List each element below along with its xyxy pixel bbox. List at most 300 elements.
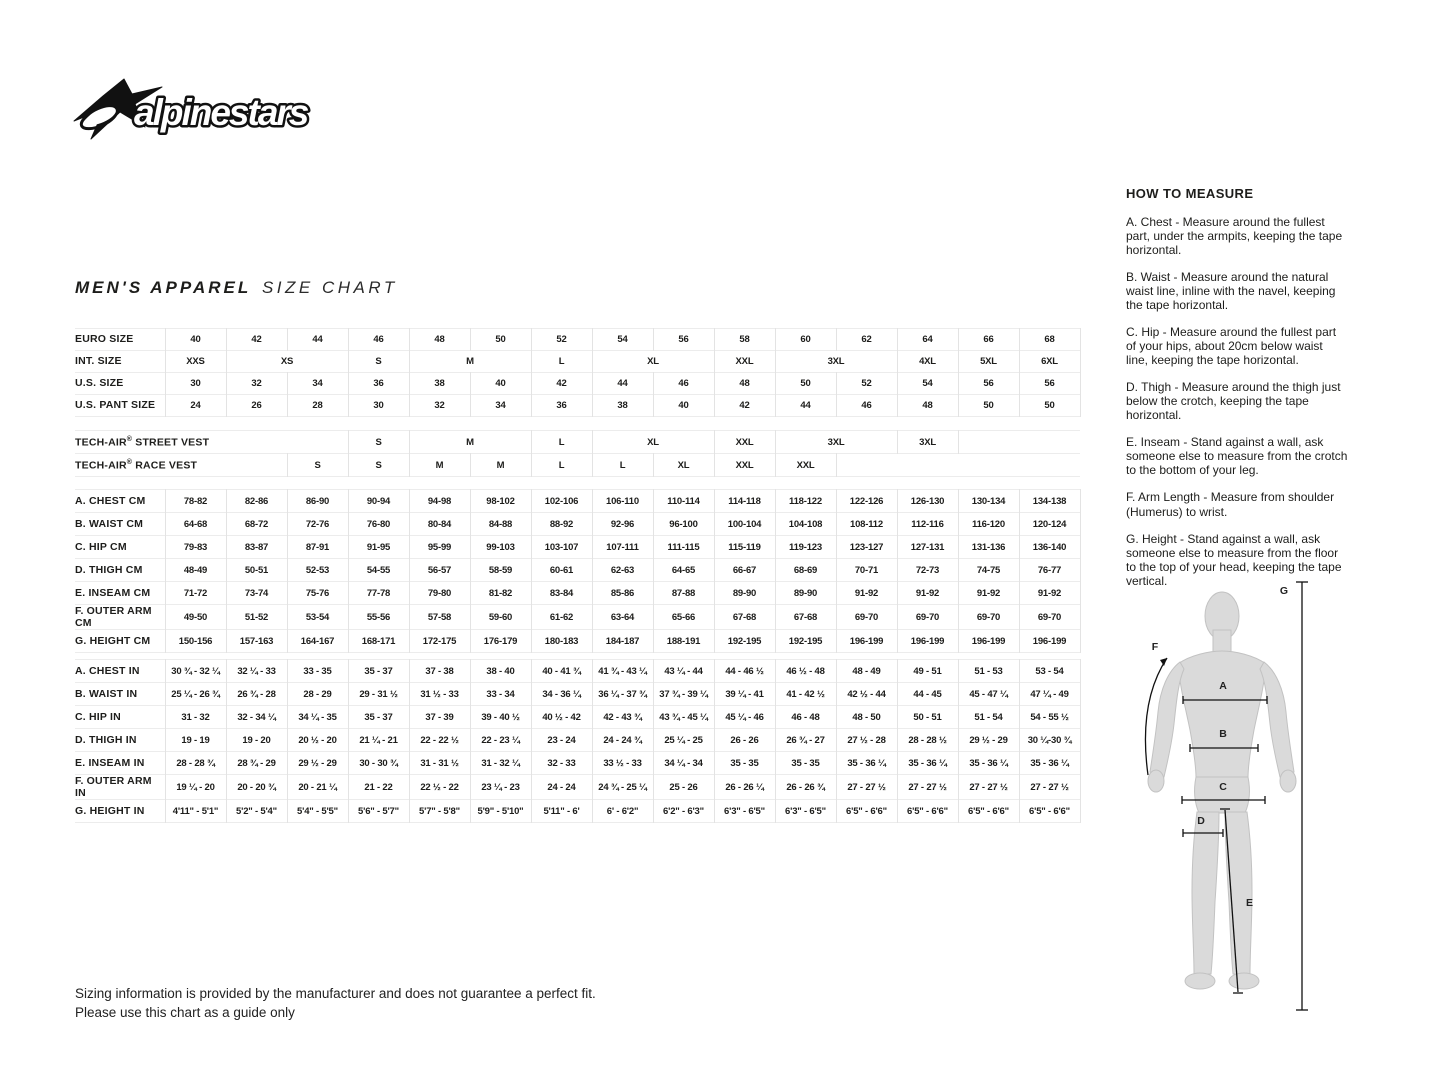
size-cell: 34 ¼ - 35 — [287, 706, 348, 729]
size-table-group-sizes — [75, 328, 1081, 417]
size-cell: 67-68 — [775, 605, 836, 630]
size-cell: 37 - 38 — [409, 660, 470, 683]
size-cell: 3XL — [897, 431, 958, 454]
size-cell: 48 — [897, 395, 958, 417]
size-cell: 54 — [897, 373, 958, 395]
size-cell: 46 ½ - 48 — [775, 660, 836, 683]
size-cell: 27 - 27 ½ — [836, 775, 897, 800]
size-cell: 30 - 30 ¾ — [348, 752, 409, 775]
size-cell: 55-56 — [348, 605, 409, 630]
size-cell: 54-55 — [348, 559, 409, 582]
size-cell: 108-112 — [836, 513, 897, 536]
size-cell: 35 - 36 ¼ — [958, 752, 1019, 775]
size-cell: 35 - 35 — [714, 752, 775, 775]
size-cell: 196-199 — [836, 630, 897, 653]
row-label: D. THIGH IN — [75, 734, 137, 747]
size-cell: 119-123 — [775, 536, 836, 559]
size-cell: M — [409, 351, 531, 373]
size-cell: 6'5" - 6'6" — [836, 800, 897, 823]
size-cell: 51 - 54 — [958, 706, 1019, 729]
size-cell: 20 - 21 ¼ — [287, 775, 348, 800]
size-cell: 67-68 — [714, 605, 775, 630]
page-title — [75, 278, 398, 298]
row-label: INT. SIZE — [75, 355, 122, 368]
row-label: F. OUTER ARM IN — [75, 775, 152, 800]
size-cell: XXL — [714, 351, 775, 373]
size-cell: 4'11" - 5'1" — [165, 800, 226, 823]
size-cell: 29 - 31 ½ — [348, 683, 409, 706]
size-cell — [836, 454, 1080, 477]
size-cell: 23 - 24 — [531, 729, 592, 752]
size-cell: 28 - 28 ¾ — [165, 752, 226, 775]
size-cell: XS — [226, 351, 348, 373]
size-cell: 99-103 — [470, 536, 531, 559]
size-cell: 34 — [287, 373, 348, 395]
size-cell: 28 — [287, 395, 348, 417]
table-row — [75, 800, 1080, 823]
size-cell: XL — [592, 431, 714, 454]
table-row — [75, 582, 1080, 605]
size-cell: 188-191 — [653, 630, 714, 653]
disclaimer — [75, 985, 596, 1023]
size-cell: 30 — [348, 395, 409, 417]
size-cell: 84-88 — [470, 513, 531, 536]
size-cell: 85-86 — [592, 582, 653, 605]
size-cell: 35 - 36 ¼ — [897, 752, 958, 775]
size-cell: 64-68 — [165, 513, 226, 536]
size-cell: 56 — [958, 373, 1019, 395]
size-cell: 73-74 — [226, 582, 287, 605]
size-cell: 89-90 — [714, 582, 775, 605]
size-cell: 46 — [836, 395, 897, 417]
row-label: U.S. PANT SIZE — [75, 399, 156, 412]
size-cell: 33 - 35 — [287, 660, 348, 683]
size-cell: 102-106 — [531, 490, 592, 513]
alpinestars-logo — [72, 78, 330, 144]
size-cell: 36 — [348, 373, 409, 395]
table-row — [75, 660, 1080, 683]
size-cell: 91-92 — [1019, 582, 1080, 605]
size-cell: 30 ¼-30 ¾ — [1019, 729, 1080, 752]
size-cell: 35 - 35 — [775, 752, 836, 775]
size-cell: 74-75 — [958, 559, 1019, 582]
size-cell: 45 - 47 ¼ — [958, 683, 1019, 706]
size-cell: XL — [592, 351, 714, 373]
size-cell: 196-199 — [1019, 630, 1080, 653]
size-cell: 19 - 20 — [226, 729, 287, 752]
size-cell: 32 ¼ - 33 — [226, 660, 287, 683]
size-cell: 29 ½ - 29 — [958, 729, 1019, 752]
size-cell: 19 - 19 — [165, 729, 226, 752]
size-cell: 50 — [775, 373, 836, 395]
size-cell: 39 - 40 ½ — [470, 706, 531, 729]
size-cell: 24 - 24 — [531, 775, 592, 800]
size-cell: 44 — [592, 373, 653, 395]
size-cell: 196-199 — [897, 630, 958, 653]
row-label: U.S. SIZE — [75, 377, 124, 390]
size-cell: 112-116 — [897, 513, 958, 536]
size-cell: 89-90 — [775, 582, 836, 605]
size-cell: 66-67 — [714, 559, 775, 582]
size-cell: 21 - 22 — [348, 775, 409, 800]
size-cell: 69-70 — [1019, 605, 1080, 630]
table-row — [75, 775, 1080, 800]
page-title-sub: SIZE CHART — [261, 278, 398, 297]
size-cell: 196-199 — [958, 630, 1019, 653]
size-cell: 100-104 — [714, 513, 775, 536]
size-cell: 110-114 — [653, 490, 714, 513]
size-cell: 50 — [470, 329, 531, 351]
size-cell: 107-111 — [592, 536, 653, 559]
table-row — [75, 513, 1080, 536]
row-label: F. OUTER ARM CM — [75, 605, 152, 630]
size-cell: 50 — [1019, 395, 1080, 417]
size-cell: 43 ¼ - 44 — [653, 660, 714, 683]
size-cell — [958, 431, 1080, 454]
size-cell: 79-83 — [165, 536, 226, 559]
size-cell: 90-94 — [348, 490, 409, 513]
size-cell: XXS — [165, 351, 226, 373]
size-cell: 106-110 — [592, 490, 653, 513]
size-cell: 164-167 — [287, 630, 348, 653]
table-row — [75, 431, 1080, 454]
size-cell: 86-90 — [287, 490, 348, 513]
size-cell: XXL — [775, 454, 836, 477]
label-g: G — [1279, 585, 1288, 597]
size-cell: 83-87 — [226, 536, 287, 559]
size-cell: 52-53 — [287, 559, 348, 582]
size-cell: 36 — [531, 395, 592, 417]
size-cell: 39 ¼ - 41 — [714, 683, 775, 706]
measure-instruction: B. Waist - Measure around the natural waist line, inline with the navel, keeping the tape horizontal. — [1126, 270, 1336, 313]
size-cell: 172-175 — [409, 630, 470, 653]
size-cell: 29 ½ - 29 — [287, 752, 348, 775]
size-cell: 78-82 — [165, 490, 226, 513]
row-label: TECH-AIR® STREET VEST — [75, 435, 210, 449]
size-cell: XXL — [714, 431, 775, 454]
size-cell: L — [531, 454, 592, 477]
size-cell: 3XL — [775, 351, 897, 373]
size-cell: 130-134 — [958, 490, 1019, 513]
row-label: EURO SIZE — [75, 333, 134, 346]
size-cell: 44 — [287, 329, 348, 351]
size-cell: 19 ¼ - 20 — [165, 775, 226, 800]
size-cell: 52 — [531, 329, 592, 351]
size-cell: 48 - 49 — [836, 660, 897, 683]
size-cell: 6' - 6'2" — [592, 800, 653, 823]
size-cell: 47 ¼ - 49 — [1019, 683, 1080, 706]
table-row — [75, 605, 1080, 630]
size-cell: 51-52 — [226, 605, 287, 630]
size-cell: 180-183 — [531, 630, 592, 653]
size-cell: 31 - 32 ¼ — [470, 752, 531, 775]
size-cell: 48 - 50 — [836, 706, 897, 729]
size-cell: 26 - 26 ¾ — [775, 775, 836, 800]
size-cell: 42 — [714, 395, 775, 417]
size-cell: 6'5" - 6'6" — [897, 800, 958, 823]
row-label: C. HIP IN — [75, 711, 121, 724]
size-cell: 136-140 — [1019, 536, 1080, 559]
page-title-main: MEN'S APPAREL — [75, 278, 252, 297]
size-cell: 53 - 54 — [1019, 660, 1080, 683]
size-cell: 79-80 — [409, 582, 470, 605]
size-cell: 5'2" - 5'4" — [226, 800, 287, 823]
label-f: F — [1151, 641, 1159, 653]
size-cell: 28 - 28 ½ — [897, 729, 958, 752]
table-row — [75, 351, 1080, 373]
size-cell: 38 — [409, 373, 470, 395]
size-cell: 58 — [714, 329, 775, 351]
size-cell: 26 — [226, 395, 287, 417]
size-cell: 116-120 — [958, 513, 1019, 536]
size-cell: 66 — [958, 329, 1019, 351]
size-cell: 34 ¼ - 34 — [653, 752, 714, 775]
table-row — [75, 490, 1080, 513]
row-label: A. CHEST CM — [75, 494, 146, 507]
size-cell: 56 — [653, 329, 714, 351]
size-cell: 42 - 43 ¾ — [592, 706, 653, 729]
size-cell: 92-96 — [592, 513, 653, 536]
size-cell: 69-70 — [836, 605, 897, 630]
size-cell: 62 — [836, 329, 897, 351]
size-cell: 114-118 — [714, 490, 775, 513]
row-label: TECH-AIR® RACE VEST — [75, 458, 198, 472]
size-cell: 111-115 — [653, 536, 714, 559]
size-cell: 27 - 27 ½ — [1019, 775, 1080, 800]
row-label: D. THIGH CM — [75, 563, 143, 576]
size-cell: 35 - 36 ¼ — [836, 752, 897, 775]
size-cell: 38 — [592, 395, 653, 417]
size-cell: 184-187 — [592, 630, 653, 653]
size-cell: 192-195 — [775, 630, 836, 653]
size-cell: 91-92 — [897, 582, 958, 605]
size-cell: 48 — [714, 373, 775, 395]
label-a: A — [1219, 680, 1227, 692]
size-cell: 32 — [226, 373, 287, 395]
size-cell: 23 ¼ - 23 — [470, 775, 531, 800]
size-cell: M — [470, 454, 531, 477]
size-cell: 127-131 — [897, 536, 958, 559]
label-d: D — [1197, 815, 1205, 827]
size-cell: 5'11" - 6' — [531, 800, 592, 823]
size-cell: 123-127 — [836, 536, 897, 559]
size-cell: 4XL — [897, 351, 958, 373]
size-cell: 22 - 22 ½ — [409, 729, 470, 752]
size-cell: 96-100 — [653, 513, 714, 536]
size-cell: 25 - 26 — [653, 775, 714, 800]
size-cell: 126-130 — [897, 490, 958, 513]
size-cell: 58-59 — [470, 559, 531, 582]
size-cell: 22 ½ - 22 — [409, 775, 470, 800]
size-cell: 44 - 46 ½ — [714, 660, 775, 683]
size-cell: 40 — [653, 395, 714, 417]
label-c: C — [1219, 781, 1227, 793]
size-cell: 40 - 41 ¾ — [531, 660, 592, 683]
size-cell: 25 ¼ - 25 — [653, 729, 714, 752]
row-label: A. CHEST IN — [75, 665, 140, 678]
row-label: B. WAIST IN — [75, 688, 138, 701]
row-label: E. INSEAM CM — [75, 586, 151, 599]
size-cell: 30 ¾ - 32 ¼ — [165, 660, 226, 683]
size-cell: 52 — [836, 373, 897, 395]
size-cell: 45 ¼ - 46 — [714, 706, 775, 729]
size-cell: 91-92 — [836, 582, 897, 605]
size-cell: 24 ¾ - 25 ¼ — [592, 775, 653, 800]
size-cell: 134-138 — [1019, 490, 1080, 513]
size-cell: 46 — [348, 329, 409, 351]
brand-wordmark: alpinestars — [134, 92, 308, 133]
size-cell: 54 - 55 ½ — [1019, 706, 1080, 729]
size-cell: 168-171 — [348, 630, 409, 653]
table-row — [75, 454, 1080, 477]
measure-instruction: C. Hip - Measure around the fullest part of your hips, about 20cm below waist line, keeping the tape horizontal. — [1126, 325, 1337, 368]
size-cell: 56-57 — [409, 559, 470, 582]
size-cell: S — [348, 351, 409, 373]
size-cell: 34 — [470, 395, 531, 417]
size-cell: 122-126 — [836, 490, 897, 513]
size-cell: 69-70 — [958, 605, 1019, 630]
size-cell: 28 - 29 — [287, 683, 348, 706]
label-e: E — [1246, 897, 1254, 909]
row-label: B. WAIST CM — [75, 517, 144, 530]
table-row — [75, 630, 1080, 653]
size-cell: 49-50 — [165, 605, 226, 630]
size-cell: 48-49 — [165, 559, 226, 582]
row-label: E. INSEAM IN — [75, 757, 145, 770]
measure-instruction: E. Inseam - Stand against a wall, ask someone else to measure from the crotch to the bottom of your leg. — [1126, 435, 1348, 478]
row-label: G. HEIGHT IN — [75, 805, 145, 818]
size-cell: 22 - 23 ¼ — [470, 729, 531, 752]
measure-instructions — [1126, 215, 1348, 588]
size-cell: 104-108 — [775, 513, 836, 536]
size-cell: 131-136 — [958, 536, 1019, 559]
size-cell: 31 - 32 — [165, 706, 226, 729]
size-cell: 68-72 — [226, 513, 287, 536]
size-cell: 38 - 40 — [470, 660, 531, 683]
row-label: G. HEIGHT CM — [75, 635, 151, 648]
body-measurement-diagram — [1130, 572, 1445, 1027]
table-row — [75, 683, 1080, 706]
size-cell: 42 ½ - 44 — [836, 683, 897, 706]
size-cell: 6'5" - 6'6" — [958, 800, 1019, 823]
size-cell: 56 — [1019, 373, 1080, 395]
size-cell: 64 — [897, 329, 958, 351]
row-label: C. HIP CM — [75, 540, 127, 553]
size-cell: 27 - 27 ½ — [897, 775, 958, 800]
size-cell: XXL — [714, 454, 775, 477]
size-cell: 150-156 — [165, 630, 226, 653]
measure-instruction: A. Chest - Measure around the fullest part, under the armpits, keeping the tape horizontal. — [1126, 215, 1343, 258]
size-cell: 33 - 34 — [470, 683, 531, 706]
size-cell: XL — [653, 454, 714, 477]
size-cell: 53-54 — [287, 605, 348, 630]
table-row — [75, 536, 1080, 559]
size-cell: M — [409, 454, 470, 477]
size-cell: 82-86 — [226, 490, 287, 513]
size-cell: 70-71 — [836, 559, 897, 582]
size-cell: 72-76 — [287, 513, 348, 536]
size-cell: 98-102 — [470, 490, 531, 513]
size-cell: 60 — [775, 329, 836, 351]
size-cell: 46 - 48 — [775, 706, 836, 729]
size-cell: 32 - 33 — [531, 752, 592, 775]
size-cell: 26 - 26 — [714, 729, 775, 752]
size-cell: 120-124 — [1019, 513, 1080, 536]
size-cell: 62-63 — [592, 559, 653, 582]
size-cell: 46 — [653, 373, 714, 395]
size-cell: 40 — [165, 329, 226, 351]
size-cell: 30 — [165, 373, 226, 395]
size-cell: 32 - 34 ¼ — [226, 706, 287, 729]
size-cell: 43 ¾ - 45 ¼ — [653, 706, 714, 729]
size-cell: 54 — [592, 329, 653, 351]
size-cell: 176-179 — [470, 630, 531, 653]
size-cell: 91-95 — [348, 536, 409, 559]
size-cell: 25 ¼ - 26 ¾ — [165, 683, 226, 706]
how-to-measure-heading: HOW TO MEASURE — [1126, 186, 1254, 201]
disclaimer-line-1: Sizing information is provided by the manufacturer and does not guarantee a perfect fit. — [75, 986, 596, 1001]
size-cell: 40 — [470, 373, 531, 395]
size-table-group-in — [75, 659, 1081, 823]
size-cell: 44 - 45 — [897, 683, 958, 706]
measure-instruction: G. Height - Stand against a wall, ask someone else to measure from the floor to the top of your head, keeping the tape vertical. — [1126, 531, 1342, 588]
size-cell: 5'7" - 5'8" — [409, 800, 470, 823]
table-row — [75, 373, 1080, 395]
size-cell: 24 - 24 ¾ — [592, 729, 653, 752]
size-cell: 6'3" - 6'5" — [775, 800, 836, 823]
size-cell: S — [348, 431, 409, 454]
table-row — [75, 559, 1080, 582]
size-cell: 64-65 — [653, 559, 714, 582]
table-row — [75, 706, 1080, 729]
size-cell: 51 - 53 — [958, 660, 1019, 683]
table-row — [75, 729, 1080, 752]
size-cell: 50 — [958, 395, 1019, 417]
size-cell: 75-76 — [287, 582, 348, 605]
table-row — [75, 395, 1080, 417]
size-cell: 37 ¾ - 39 ¼ — [653, 683, 714, 706]
size-cell: L — [592, 454, 653, 477]
size-cell: 5'6" - 5'7" — [348, 800, 409, 823]
size-cell: 41 ¾ - 43 ¼ — [592, 660, 653, 683]
size-cell: 42 — [531, 373, 592, 395]
size-cell: 50 - 51 — [897, 706, 958, 729]
size-cell: 57-58 — [409, 605, 470, 630]
size-cell: 63-64 — [592, 605, 653, 630]
size-cell: 6'5" - 6'6" — [1019, 800, 1080, 823]
size-cell: 49 - 51 — [897, 660, 958, 683]
label-b: B — [1219, 728, 1227, 740]
size-cell: 76-80 — [348, 513, 409, 536]
size-cell: 103-107 — [531, 536, 592, 559]
size-cell: 71-72 — [165, 582, 226, 605]
size-cell: 94-98 — [409, 490, 470, 513]
size-cell: 115-119 — [714, 536, 775, 559]
measure-instruction: F. Arm Length - Measure from shoulder (Humerus) to wrist. — [1126, 490, 1335, 519]
how-to-measure-panel — [1126, 186, 1348, 601]
size-cell: S — [348, 454, 409, 477]
size-cell: 40 ½ - 42 — [531, 706, 592, 729]
size-cell: 42 — [226, 329, 287, 351]
size-cell: 118-122 — [775, 490, 836, 513]
size-cell: 69-70 — [897, 605, 958, 630]
size-cell: 5'9" - 5'10" — [470, 800, 531, 823]
size-cell: 61-62 — [531, 605, 592, 630]
size-table-group-cm — [75, 489, 1081, 653]
size-cell: 44 — [775, 395, 836, 417]
size-cell: 35 - 36 ¼ — [1019, 752, 1080, 775]
size-cell: 5XL — [958, 351, 1019, 373]
